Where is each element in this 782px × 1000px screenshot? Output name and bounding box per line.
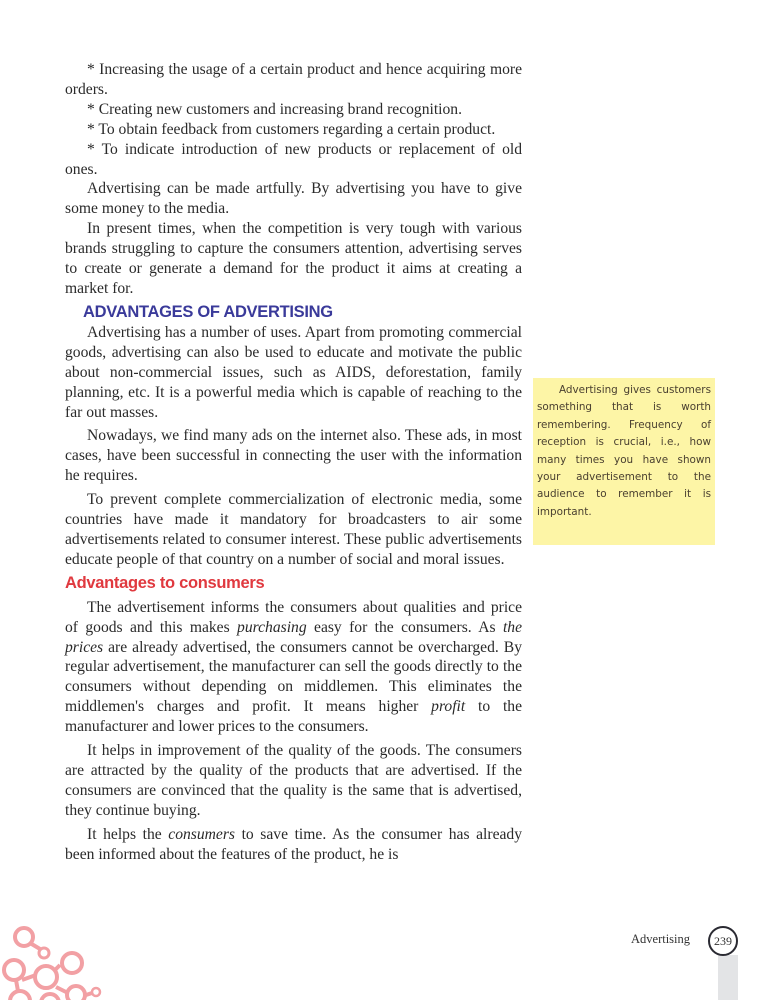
bullet-paragraph: * Increasing the usage of a certain product and hence acquiring more orders. [65,61,522,98]
text: to save time. As the consumer has already been informed about the features of the product, he is [65,825,523,863]
note-text: Advertising gives customers something that is worth remembering. Frequency of reception is crucial, i.e., how many times you have shown your advertisement to the audience to remember it is important. [537,384,711,518]
section-heading: ADVANTAGES OF ADVERTISING [83,302,333,321]
page-number: 239 [708,926,738,956]
italic-text: profit [431,698,466,716]
paragraph [65,598,522,737]
text: are already advertised, the consumers cannot be overcharged. By regular advertisement, the manufacturer can sell the goods directly to the consumers without depending on middlemen. This eliminates the middlemen's charges and profit. It means higher [65,638,522,716]
paragraph: To prevent complete commercialization of electronic media, some countries have made it mandatory for broadcasters to air some advertisements related to consumer interest. These public advertisements educate people of that country on a number of social and moral issues. [65,491,522,568]
paragraph: In present times, when the competition is very tough with various brands struggling to capture the consumers attention, advertising serves to create or generate a demand for the product it aims at creating a market for. [65,220,522,297]
italic-text: consumers [168,825,235,843]
bullet-paragraph: * To indicate introduction of new products or replacement of old ones. [65,140,522,178]
bubbles-decoration-icon [0,915,110,1000]
text: easy for the consumers. As [306,618,503,636]
subsection-heading: Advantages to consumers [65,573,265,592]
sidebar-note [533,378,715,545]
italic-text: the prices [65,618,522,656]
bullet-paragraph: * To obtain feedback from customers regarding a certain product. [87,120,496,138]
chapter-title: Advertising [631,932,691,946]
text: to the manufacturer and lower prices to the consumers. [65,698,522,736]
text: It helps the [87,825,169,843]
paragraph [65,825,522,865]
paragraph: Advertising has a number of uses. Apart from promoting commercial goods, advertising can also be used to educate and motivate the public about non-commercial issues, such as AIDS, deforestation, family planning, etc. It is a powerful media which is capable of reaching to the far out masses. [65,323,522,421]
text: The advertisement informs the consumers about qualities and price of goods and this makes [65,598,522,636]
page-tab-bar [718,955,738,1000]
paragraph: Nowadays, we find many ads on the internet also. These ads, in most cases, have been successful in connecting the user with the information he requires. [65,427,522,485]
bullet-paragraph: * Creating new customers and increasing brand recognition. [87,100,463,118]
paragraph: Advertising can be made artfully. By advertising you have to give some money to the media. [65,180,522,218]
main-text [65,60,522,865]
italic-text: purchasing [237,618,307,636]
paragraph: It helps in improvement of the quality of the goods. The consumers are attracted by the quality of the products that are advertised. If the consumers are convinced that the quality is the same that is advertised, they continue buying. [65,742,522,819]
